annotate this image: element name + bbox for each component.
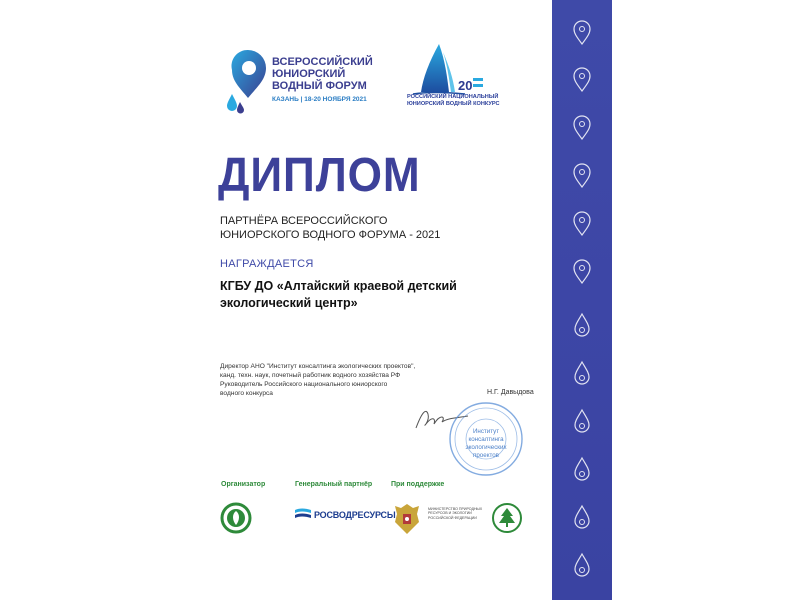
location-pin-icon <box>572 163 592 189</box>
forum-logo-line: ВОДНЫЙ ФОРУМ <box>272 80 367 92</box>
diploma-title: ДИПЛОМ <box>218 149 421 202</box>
organizer-label: Организатор <box>221 481 266 488</box>
water-drop-icon <box>572 456 592 482</box>
ministry-caption <box>428 507 488 520</box>
ministry-line: РЕСУРСОВ И ЭКОЛОГИИ <box>428 511 472 516</box>
location-pin-icon <box>572 20 592 46</box>
location-pin-icon <box>572 259 592 285</box>
forum-logo-line: ЮНИОРСКИЙ <box>272 68 346 80</box>
support-label: При поддержке <box>391 481 445 488</box>
ministry-line: РОССИЙСКОЙ ФЕДЕРАЦИИ <box>428 515 477 520</box>
contest-logo-line: РОССИЙСКИЙ НАЦИОНАЛЬНЫЙ <box>407 94 499 100</box>
general-partner-name: РОСВОДРЕСУРСЫ <box>314 510 396 520</box>
location-pin-icon <box>572 67 592 93</box>
location-pin-icon <box>572 115 592 141</box>
svg-text:консалтинга: консалтинга <box>468 436 504 443</box>
ministry-line: МИНИСТЕРСТВО ПРИРОДНЫХ <box>428 507 483 511</box>
svg-text:Институт: Институт <box>472 428 500 435</box>
organization-stamp <box>447 400 525 478</box>
water-drop-icon <box>572 360 592 386</box>
svg-text:проектов: проектов <box>473 452 499 459</box>
forum-logo-line: ВСЕРОССИЙСКИЙ <box>272 56 373 68</box>
signer-name: Н.Г. Давыдова <box>487 389 534 396</box>
director-credentials <box>220 362 450 398</box>
director-line: водного конкурса <box>220 390 273 397</box>
water-drop-icon <box>572 552 592 578</box>
forest-tree-logo-icon <box>491 502 523 534</box>
water-drop-icon <box>572 312 592 338</box>
director-line: Директор АНО "Институт консалтинга экологических проектов", <box>220 363 416 370</box>
forum-place-date: КАЗАНЬ | 18-20 НОЯБРЯ 2021 <box>272 96 367 103</box>
subtitle-line: ПАРТНЁРА ВСЕРОССИЙСКОГО <box>220 215 388 227</box>
location-pin-icon <box>572 211 592 237</box>
diploma-subtitle <box>220 214 440 242</box>
contest-logo-caption <box>407 94 507 107</box>
contest-year: 20 <box>458 78 473 93</box>
water-drop-icon <box>572 408 592 434</box>
subtitle-line: ЮНИОРСКОГО ВОДНОГО ФОРУМА - 2021 <box>220 229 441 241</box>
forum-logo-text <box>272 56 373 106</box>
coat-of-arms-emblem-icon <box>391 500 423 536</box>
organizer-leaf-logo-icon <box>220 502 252 534</box>
svg-text:экологических: экологических <box>465 444 507 451</box>
recipient-name: КГБУ ДО «Алтайский краевой детский экологический центр» <box>220 279 457 310</box>
director-line: канд. техн. наук, почетный работник водного хозяйства РФ <box>220 372 401 379</box>
awarded-label: НАГРАЖДАЕТСЯ <box>220 258 314 270</box>
contest-logo-line: ЮНИОРСКИЙ ВОДНЫЙ КОНКУРС <box>407 100 500 107</box>
director-line: Руководитель Российского национального юниорского <box>220 381 388 388</box>
general-partner-label: Генеральный партнёр <box>295 481 373 488</box>
water-drop-icon <box>572 504 592 530</box>
